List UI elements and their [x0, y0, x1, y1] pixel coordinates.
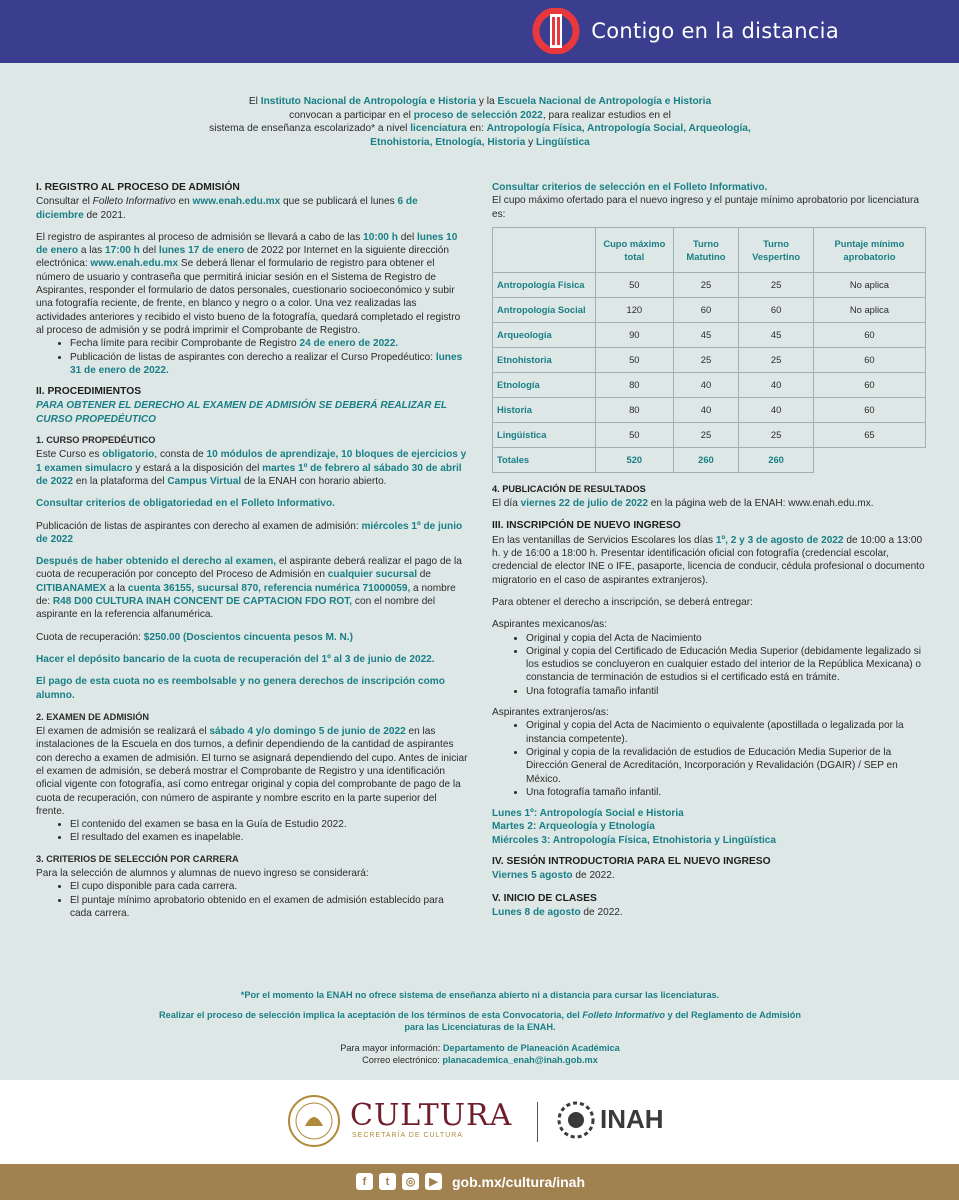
mexicanos-list: • Original y copia del Acta de Nacimiento • Original y copia del Certificado de Educación Media Superior (debidamente legalizado si los estudios se concluyeron en cualquier estado del interior de la República Mexicana) o constancia de terminación de estudios si el certificado está en trámite. • Una fotografía tamaño infantil — [492, 632, 926, 698]
twitter-icon[interactable]: t — [379, 1173, 396, 1190]
table-cell: No aplica — [813, 272, 925, 297]
curso-p5: Cuota de recuperación: $250.00 (Doscientos cincuenta pesos M. N.) — [36, 631, 353, 643]
table-header-4: Puntaje mínimo aprobatorio — [813, 227, 925, 272]
table-header-2: Turno Matutino — [673, 227, 739, 272]
social-links — [356, 1173, 585, 1190]
table-cell: 120 — [596, 297, 674, 322]
inscripcion-p1: En las ventanillas de Servicios Escolares los días 1º, 2 y 3 de agosto de 2022 de 10:00 a 13:00 h. y de 16:00 a 18:00 h. Presentar identificación oficial con fotografía (credencial escolar, credencial de elector INE o IFE, pasaporte, licencia de conducir, cédula profesional o documento migratorio en el caso de aspirantes extranjeros). — [492, 534, 925, 586]
contact-email: Correo electrónico: planacademica_enah@inah.gob.mx — [362, 1054, 598, 1065]
table-row — [493, 372, 926, 397]
criterios-heading: 3. CRITERIOS DE SELECCIÓN POR CARRERA — [36, 853, 239, 864]
table-row — [493, 297, 926, 322]
table-total-cell: 260 — [673, 447, 739, 472]
table-cell: Antropología Física — [493, 272, 596, 297]
table-cell: Etnología — [493, 372, 596, 397]
dia-2: Martes 2: Arqueología y Etnología — [492, 821, 655, 833]
footnote-2: Realizar el proceso de selección implica la aceptación de los términos de esta Convocatoria, del Folleto Informativo y del Reglamento de Admisión para las Licenciaturas de la ENAH. — [159, 1010, 801, 1033]
resultados-heading: 4. PUBLICACIÓN DE RESULTADOS — [492, 483, 646, 494]
section-procedimientos-heading: II. PROCEDIMIENTOS — [36, 386, 142, 398]
resultados-p: El día viernes 22 de julio de 2022 en la página web de la ENAH: www.enah.edu.mx. — [492, 498, 874, 510]
curso-p3: Publicación de listas de aspirantes con derecho al examen de admisión: miércoles 1º de junio de 2022 — [36, 520, 463, 545]
announcement — [0, 63, 959, 1080]
inscripcion-p2: Para obtener el derecho a inscripción, se deberá entregar: — [492, 596, 753, 608]
examen-bullets: • El contenido del examen se basa en la Guía de Estudio 2022. • El resultado del examen es inapelable. — [36, 818, 468, 845]
table-cell: 80 — [596, 372, 674, 397]
secretaria-label: SECRETARÍA DE CULTURA — [352, 1132, 463, 1139]
curso-p7: El pago de esta cuota no es reembolsable y no genera derechos de inscripción como alumno. — [36, 676, 445, 701]
table-cell: 65 — [813, 422, 925, 447]
table-row — [493, 422, 926, 447]
footer-notes — [150, 989, 810, 1066]
table-cell: Historia — [493, 397, 596, 422]
table-row — [493, 347, 926, 372]
youtube-icon[interactable]: ▶ — [425, 1173, 442, 1190]
table-cell: 25 — [673, 272, 739, 297]
table-cell: 40 — [739, 397, 814, 422]
seleccion-note: Consultar criterios de selección en el Folleto Informativo. — [492, 182, 768, 193]
registro-bullets: • Fecha límite para recibir Comprobante de Registro 24 de enero de 2022. • Publicación de listas de aspirantes con derecho a realizar el Curso Propedéutico: lunes 31 de enero de 2022. — [36, 337, 468, 377]
table-total-cell: 520 — [596, 447, 674, 472]
table-cell: 60 — [813, 322, 925, 347]
contigo-logo-icon — [531, 8, 581, 54]
table-cell: 25 — [673, 347, 739, 372]
table-cell: 45 — [673, 322, 739, 347]
table-row — [493, 322, 926, 347]
brand — [531, 8, 839, 54]
table-cell: 40 — [673, 372, 739, 397]
table-cell: 60 — [813, 397, 925, 422]
left-column — [36, 181, 468, 928]
examen-p1: El examen de admisión se realizará el sábado 4 y/o domingo 5 de junio de 2022 en las instalaciones de la Escuela en dos turnos, a definir dependiendo de la cantidad de aspirantes con derecho a examen de admisión. El turno se asignará dependiendo del cupo. Antes de iniciar el examen de admisión, se deberá mostrar el Comprobante de Registro y una identificación oficial vigente con fotografía, así como entregar original y copia del comprobante de pago de la cuota de recuperación, con número de aspirante y nombre escrito en la parte superior del frente. — [36, 726, 468, 817]
criterios-p1: Para la selección de alumnos y alumnas de nuevo ingreso se considerará: — [36, 868, 369, 880]
inscripcion-heading: III. INSCRIPCIÓN DE NUEVO INGRESO — [492, 520, 681, 532]
table-cell: 60 — [739, 297, 814, 322]
inah-emblem-icon — [556, 1100, 596, 1140]
table-cell: Etnohistoria — [493, 347, 596, 372]
table-cell: Arqueología — [493, 322, 596, 347]
curso-heading: 1. CURSO PROPEDÉUTICO — [36, 435, 156, 446]
inah-logo: INAH — [600, 1104, 664, 1134]
table-header-1: Cupo máximo total — [596, 227, 674, 272]
table-cell: 25 — [739, 347, 814, 372]
table-totals-row — [493, 447, 926, 472]
curso-p6: Hacer el depósito bancario de la cuota de recuperación del 1º al 3 de junio de 2022. — [36, 653, 435, 665]
table-cell: 50 — [596, 347, 674, 372]
dia-1: Lunes 1º: Antropología Social e Historia — [492, 808, 684, 820]
table-header-3: Turno Vespertino — [739, 227, 814, 272]
footnote-1: *Por el momento la ENAH no ofrece sistema de enseñanza abierto ni a distancia para cursar las licenciaturas. — [240, 990, 720, 1000]
procedimientos-subtitle: PARA OBTENER EL DERECHO AL EXAMEN DE ADMISIÓN SE DEBERÁ REALIZAR EL CURSO PROPEDÉUTICO — [36, 400, 447, 425]
table-row — [493, 272, 926, 297]
brand-text: Contigo en la distancia — [591, 19, 839, 43]
table-cell: Antropología Social — [493, 297, 596, 322]
table-cell: 25 — [673, 422, 739, 447]
social-bar — [0, 1164, 959, 1200]
top-banner — [0, 0, 959, 63]
table-total-cell: 260 — [739, 447, 814, 472]
registro-p2: El registro de aspirantes al proceso de admisión se llevará a cabo de las 10:00 h del lunes 10 de enero a las 17:00 h del lunes 17 de enero de 2022 por Internet en la siguiente dirección electrónica: www.enah.edu.mx Se deberá llenar el formulario de registro para obtener el número de usuario y contraseña que permitirá iniciar sesión en el Sistema de Registro de Aspirantes, responder el formulario de datos personales, cuestionario socioeconómico y subir una fotografía reciente, de frente, en blanco y negro o a color. Una vez realizadas las actividades anteriores y recibido el visto bueno de la fotografía, quedará completado el registro al proceso de admisión y se podrá imprimir el Comprobante de Registro. — [36, 231, 461, 336]
mexicanos-label: Aspirantes mexicanos/as: — [492, 619, 608, 631]
table-cell: No aplica — [813, 297, 925, 322]
logos-bar — [0, 1080, 959, 1164]
table-cell: 25 — [739, 272, 814, 297]
curso-p1: Este Curso es obligatorio, consta de 10 módulos de aprendizaje, 10 bloques de ejercicios y 1 examen simulacro y estará a la disposición del martes 1º de febrero al sábado 30 de abril de 2022 en la plataforma del Campus Virtual de la ENAH con horario abierto. — [36, 449, 467, 487]
table-cell: 60 — [813, 372, 925, 397]
table-cell: 45 — [739, 322, 814, 347]
registro-p1: Consultar el Folleto Informativo en www.enah.edu.mx que se publicará el lunes 6 de diciembre de 2021. — [36, 196, 418, 221]
cupo-intro: El cupo máximo ofertado para el nuevo ingreso y el puntaje mínimo aprobatorio por licenciatura es: — [492, 195, 919, 220]
email-link[interactable]: planacademica_enah@inah.gob.mx — [442, 1054, 598, 1065]
table-cell: 80 — [596, 397, 674, 422]
contact-info: Para mayor información: Departamento de Planeación Académica — [340, 1042, 620, 1053]
intro: El Instituto Nacional de Antropología e Historia y la Escuela Nacional de Antropología e Historia convocan a participar en el proceso de selección 2022, para realizar estudios en el sistema de enseñanza escolarizado* a nivel licenciatura en: Antropología Física, Antropología Social, Arqueología, Etnohistoria, Etnología, Historia y Lingüística — [209, 96, 751, 148]
table-cell: 50 — [596, 422, 674, 447]
logo-divider — [537, 1102, 538, 1142]
cultura-logo: CULTURA — [350, 1098, 513, 1133]
clases-heading: V. INICIO DE CLASES — [492, 892, 597, 904]
examen-heading: 2. EXAMEN DE ADMISIÓN — [36, 711, 149, 722]
sesion-date: Viernes 5 agosto de 2022. — [492, 870, 615, 882]
curso-p4: Después de haber obtenido el derecho al examen, el aspirante deberá realizar el pago de la cuota de recuperación por concepto del Proceso de Admisión en cualquier sucursal de CITIBANAMEX a la cuenta 36155, sucursal 870, referencia numérica 71000059, a nombre de: R48 D00 CULTURA INAH CONCENT DE CAPTACION FDO ROT, con el nombre del aspirante en la referencia alfanumérica. — [36, 556, 462, 621]
table-row — [493, 397, 926, 422]
table-cell: 60 — [813, 347, 925, 372]
curso-p2: Consultar criterios de obligatoriedad en el Folleto Informativo. — [36, 498, 335, 510]
table-cell: 40 — [673, 397, 739, 422]
table-header-0 — [493, 227, 596, 272]
table-cell: 50 — [596, 272, 674, 297]
criterios-bullets: • El cupo disponible para cada carrera. • El puntaje mínimo aprobatorio obtenido en el examen de admisión establecido para cada carrera. — [36, 880, 468, 920]
right-column — [492, 181, 926, 928]
instagram-icon[interactable]: ◎ — [402, 1173, 419, 1190]
table-cell: 60 — [673, 297, 739, 322]
section-registro-heading: I. REGISTRO AL PROCESO DE ADMISIÓN — [36, 182, 240, 193]
escudo-nacional-icon — [287, 1094, 341, 1148]
dia-3: Miércoles 3: Antropología Física, Etnohistoria y Lingüística — [492, 834, 776, 846]
clases-date: Lunes 8 de agosto de 2022. — [492, 906, 623, 918]
table-total-cell: Totales — [493, 447, 596, 472]
sesion-heading: IV. SESIÓN INTRODUCTORIA PARA EL NUEVO INGRESO — [492, 856, 771, 868]
table-cell: 25 — [739, 422, 814, 447]
table-cell: Lingüística — [493, 422, 596, 447]
gob-url-link[interactable]: gob.mx/cultura/inah — [452, 1173, 586, 1190]
extranjeros-list: • Original y copia del Acta de Nacimiento o equivalente (apostillada o legalizada por la instancia competente). • Original y copia de la revalidación de estudios de Educación Media Superior de la Dirección General de Acreditación, Incorporación y Revalidación (DGAIR) / SEP en México. • Una fotografía tamaño infantil. — [492, 719, 926, 799]
facebook-icon[interactable]: f — [356, 1173, 373, 1190]
extranjeros-label: Aspirantes extranjeros/as: — [492, 707, 609, 719]
table-cell: 90 — [596, 322, 674, 347]
cupo-table — [492, 227, 926, 473]
table-cell: 40 — [739, 372, 814, 397]
